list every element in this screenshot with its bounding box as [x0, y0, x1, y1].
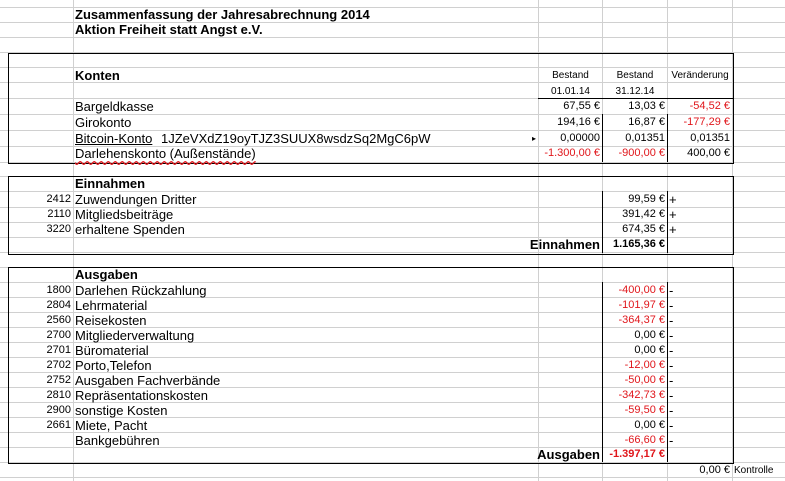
ausgabe-name[interactable]: Miete, Pacht: [75, 418, 148, 433]
cell-border: [667, 282, 668, 462]
col-bestand-end[interactable]: Bestand: [616, 70, 654, 81]
account-number[interactable]: 2560: [46, 314, 71, 326]
sign[interactable]: -: [669, 328, 674, 343]
account-number[interactable]: 2110: [47, 208, 71, 220]
ausgabe-name[interactable]: Porto,Telefon: [75, 358, 152, 373]
account-number[interactable]: 2810: [46, 389, 71, 401]
ausgabe-value[interactable]: -342,73 €: [618, 389, 665, 401]
konto-bestand-end[interactable]: -900,00 €: [618, 147, 665, 159]
sign[interactable]: -: [669, 358, 674, 373]
col-bestand-start[interactable]: Bestand: [552, 70, 589, 81]
konto-bestand-start[interactable]: 0,00000: [560, 132, 600, 144]
einnahme-name[interactable]: Mitgliedsbeiträge: [75, 207, 174, 222]
overflow-arrow-icon: ▸: [532, 134, 537, 143]
ausgabe-name[interactable]: Ausgaben Fachverbände: [75, 373, 221, 388]
date-end[interactable]: 31.12.14: [615, 86, 655, 97]
konto-bestand-end[interactable]: 0,01351: [625, 132, 665, 144]
ausgabe-name[interactable]: Büromaterial: [75, 343, 149, 358]
date-start[interactable]: 01.01.14: [551, 86, 590, 97]
kontrolle-value[interactable]: 0,00 €: [699, 464, 730, 476]
sign[interactable]: -: [669, 373, 674, 388]
ausgabe-value[interactable]: 0,00 €: [634, 419, 665, 431]
ausgabe-value[interactable]: 0,00 €: [634, 329, 665, 341]
konto-delta[interactable]: -54,52 €: [689, 100, 730, 112]
account-number[interactable]: 2661: [46, 419, 71, 431]
ausgabe-name[interactable]: Reisekosten: [75, 313, 147, 328]
sign[interactable]: -: [669, 403, 674, 418]
ausgabe-name[interactable]: Darlehen Rückzahlung: [75, 283, 207, 298]
kontrolle-label[interactable]: Kontrolle: [734, 465, 774, 476]
title-line-2[interactable]: Aktion Freiheit statt Angst e.V.: [75, 22, 263, 37]
sign[interactable]: -: [669, 388, 674, 403]
account-number[interactable]: 2700: [46, 329, 71, 341]
einnahmen-total[interactable]: 1.165,36 €: [613, 238, 665, 250]
ausgabe-value[interactable]: -12,00 €: [624, 359, 665, 371]
konto-bestand-end[interactable]: 13,03 €: [628, 100, 665, 112]
einnahme-value[interactable]: 391,42 €: [622, 208, 665, 220]
ausgabe-name[interactable]: Repräsentationskosten: [75, 388, 208, 403]
konto-name[interactable]: Girokonto: [75, 115, 132, 130]
cell-border: [667, 191, 668, 253]
account-number[interactable]: 1800: [46, 284, 71, 296]
bitcoin-address[interactable]: 1JZeVXdZ19oyTJZ3SUUX8wsdzSq2MgC6pW: [161, 131, 431, 146]
account-number[interactable]: 2701: [46, 344, 71, 356]
konten-header[interactable]: Konten: [75, 68, 120, 83]
konto-name[interactable]: Darlehenskonto (Außenstände): [75, 146, 256, 161]
title-line-1[interactable]: Zusammenfassung der Jahresabrechnung 2014: [75, 7, 370, 22]
ausgabe-name[interactable]: Lehrmaterial: [75, 298, 148, 313]
konto-name-bitcoin[interactable]: Bitcoin-Konto: [75, 131, 153, 146]
account-number[interactable]: 2412: [46, 193, 71, 205]
konto-delta[interactable]: 0,01351: [690, 132, 730, 144]
sign[interactable]: -: [669, 418, 674, 433]
ausgabe-value[interactable]: 0,00 €: [634, 344, 665, 356]
konto-bestand-start[interactable]: -1.300,00 €: [544, 147, 600, 159]
ausgabe-value[interactable]: -364,37 €: [618, 314, 665, 326]
ausgabe-value[interactable]: -101,97 €: [618, 299, 665, 311]
konto-bestand-start[interactable]: 67,55 €: [563, 100, 600, 112]
sign[interactable]: +: [669, 222, 677, 237]
sign[interactable]: -: [669, 343, 674, 358]
einnahme-name[interactable]: erhaltene Spenden: [75, 222, 185, 237]
account-number[interactable]: 2752: [46, 374, 71, 386]
account-number[interactable]: 3220: [46, 223, 71, 235]
ausgaben-header[interactable]: Ausgaben: [75, 267, 138, 282]
konto-delta[interactable]: -177,29 €: [683, 116, 730, 128]
einnahmen-header[interactable]: Einnahmen: [75, 176, 146, 191]
ausgaben-total-label[interactable]: Ausgaben: [537, 447, 600, 462]
einnahmen-total-label[interactable]: Einnahmen: [529, 237, 600, 252]
konto-name[interactable]: Bargeldkasse: [75, 99, 154, 114]
col-veraenderung[interactable]: Veränderung: [671, 70, 729, 81]
account-number[interactable]: 2900: [46, 404, 71, 416]
ausgabe-value[interactable]: -66,60 €: [624, 434, 665, 446]
account-number[interactable]: 2804: [46, 299, 71, 311]
ausgaben-total[interactable]: -1.397,17 €: [609, 448, 665, 460]
ausgabe-value[interactable]: -59,50 €: [624, 404, 665, 416]
ausgabe-name[interactable]: sonstige Kosten: [75, 403, 168, 418]
konto-delta[interactable]: 400,00 €: [687, 147, 730, 159]
sign[interactable]: +: [669, 207, 677, 222]
sign[interactable]: -: [669, 313, 674, 328]
gridline: [0, 37, 785, 38]
sign[interactable]: -: [669, 433, 674, 448]
sign[interactable]: +: [669, 192, 677, 207]
einnahme-name[interactable]: Zuwendungen Dritter: [75, 192, 197, 207]
ausgabe-value[interactable]: -400,00 €: [618, 284, 665, 296]
sign[interactable]: -: [669, 283, 674, 298]
ausgabe-name[interactable]: Mitgliederverwaltung: [75, 328, 195, 343]
ausgabe-value[interactable]: -50,00 €: [624, 374, 665, 386]
einnahme-value[interactable]: 99,59 €: [628, 193, 665, 205]
konto-bestand-end[interactable]: 16,87 €: [628, 116, 665, 128]
konto-bestand-start[interactable]: 194,16 €: [557, 116, 600, 128]
sign[interactable]: -: [669, 298, 674, 313]
account-number[interactable]: 2702: [46, 359, 71, 371]
ausgabe-name[interactable]: Bankgebühren: [75, 433, 160, 448]
einnahme-value[interactable]: 674,35 €: [622, 223, 665, 235]
